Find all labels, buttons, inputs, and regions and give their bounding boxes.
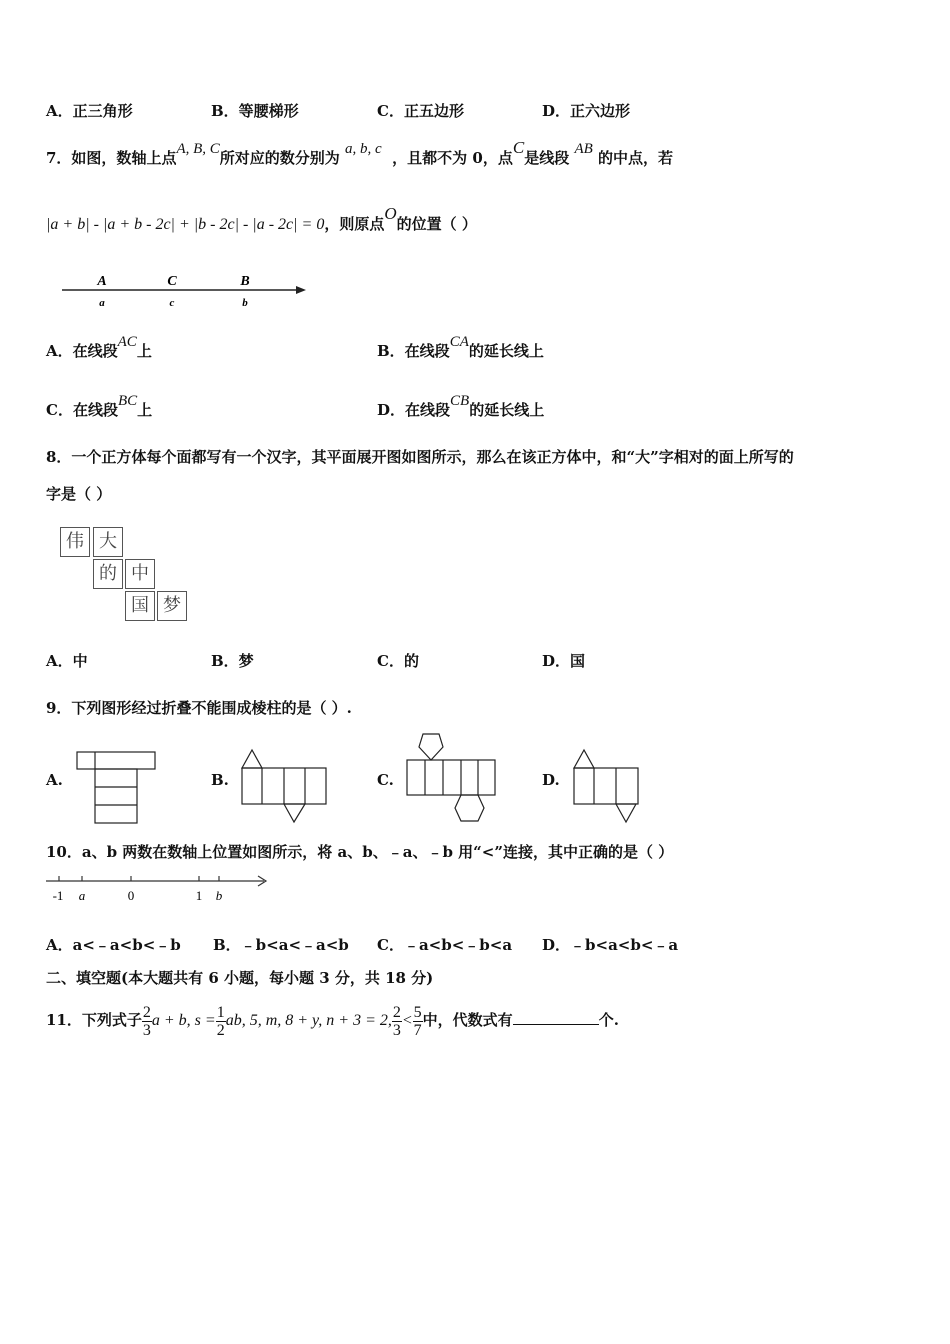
q7-point-o: O — [384, 204, 397, 223]
section-2-heading: 二、填空题(本大题共有 6 小题，每小题 3 分，共 18 分) — [46, 969, 434, 987]
q8-stem-line1: 8．一个正方体每个面都写有一个汉字，其平面展开图如图所示，那么在该正方体中，和“大”字相对的面上所写的 — [46, 448, 794, 466]
q7-text5: 的中点，若 — [598, 149, 674, 167]
q7-seg-ab: AB — [574, 141, 593, 157]
q7-text4: 是线段 — [524, 149, 570, 167]
q8-option-c: C．的 — [377, 652, 419, 670]
q7-option-b-prefix: B．在线段 — [377, 342, 450, 360]
q7-option-b-suffix: 的延长线上 — [468, 342, 544, 360]
q7-label-c-top: C — [167, 274, 177, 289]
q8-stem-line2: 字是（ ） — [46, 485, 112, 503]
q9-stem: 9．下列图形经过折叠不能围成棱柱的是（ ）. — [46, 699, 352, 717]
q7-axis-arrow — [296, 286, 306, 294]
net-cell-6: 梦 — [157, 591, 187, 621]
net-cell-3: 的 — [93, 559, 123, 589]
q11-expr-3: < — [401, 1012, 413, 1029]
q7-text1: 7．如图，数轴上点 — [46, 149, 177, 167]
q11-frac-2-num: 1 — [216, 1003, 225, 1021]
q7-values: a, b, c — [345, 141, 382, 157]
q7-stem-line2 — [46, 204, 477, 235]
q11-expr-1: a + b, s = — [151, 1012, 216, 1029]
net-cell-4: 中 — [125, 559, 155, 589]
q11-prefix: 11．下列式子 — [46, 1011, 142, 1029]
q6-option-c: C．正五边形 — [377, 102, 464, 120]
q9-option-d-label: D. — [542, 771, 560, 789]
q6-option-b: B．等腰梯形 — [211, 102, 299, 120]
q7-option-a-seg: AC — [117, 334, 137, 350]
q11-suffix: 个. — [598, 1011, 619, 1029]
q10-label-neg1: -1 — [52, 888, 64, 903]
q11-frac-2 — [216, 1004, 226, 1039]
q7-point-c: C — [512, 138, 525, 157]
q7-number-line — [60, 268, 310, 312]
q7-option-b-seg: CA — [449, 334, 469, 350]
q7-points: A, B, C — [176, 141, 220, 157]
q11-frac-3-num: 2 — [392, 1003, 401, 1021]
q7-text7: 的位置（ ） — [396, 215, 477, 233]
q10-option-a: A．a<﹣a<b<﹣b — [46, 936, 181, 954]
q7-stem-line1 — [46, 138, 674, 169]
q7-option-c-seg: BC — [117, 393, 138, 409]
q10-label-a: a — [78, 888, 86, 903]
q10-option-c: C．﹣a<b<﹣b<a — [377, 936, 513, 954]
q7-option-c — [46, 393, 153, 421]
q7-option-d — [377, 393, 545, 421]
q7-option-d-prefix: D．在线段 — [377, 401, 451, 419]
q10-stem: 10．a、b 两数在数轴上位置如图所示，将 a、b、﹣a、﹣b 用“<”连接，其中正确的是（ ） — [46, 843, 674, 861]
q7-label-b-bottom: b — [242, 297, 248, 309]
q10-label-b: b — [215, 888, 223, 903]
q11-mid: 中，代数式有 — [422, 1011, 513, 1029]
q9-figure-d — [572, 746, 644, 826]
q11-frac-4 — [413, 1004, 423, 1039]
q11-frac-2-den: 2 — [216, 1021, 225, 1039]
q11-answer-blank[interactable] — [513, 1010, 599, 1025]
q11-frac-4-den: 7 — [413, 1021, 422, 1039]
q7-text3: ，且都不为 0，点 — [392, 149, 513, 167]
q9-figure-a — [75, 750, 160, 825]
q7-option-a — [46, 334, 152, 362]
q11-expr-2: ab, 5, m, 8 + y, n + 3 = 2, — [225, 1012, 392, 1029]
q9-option-b-label: B. — [211, 771, 229, 789]
q7-option-d-suffix: 的延长线上 — [469, 401, 545, 419]
q7-option-c-prefix: C．在线段 — [46, 401, 118, 419]
q6-option-a: A．正三角形 — [46, 102, 133, 120]
q9-option-c-label: C. — [377, 771, 394, 789]
q9-figure-b — [240, 746, 330, 826]
q10-number-line — [44, 872, 274, 908]
q11-frac-1 — [142, 1004, 152, 1039]
q11-frac-1-den: 3 — [142, 1021, 151, 1039]
q7-option-d-seg: CB — [450, 393, 470, 409]
q7-text6: ，则原点 — [324, 215, 385, 233]
q11-frac-3-den: 3 — [392, 1021, 401, 1039]
q9-option-a-label: A. — [46, 771, 63, 789]
net-cell-5: 国 — [125, 591, 155, 621]
q7-option-b — [377, 334, 544, 362]
q7-text2: 所对应的数分别为 — [219, 149, 340, 167]
q11-frac-3 — [392, 1004, 402, 1039]
q8-option-a: A．中 — [46, 652, 88, 670]
net-cell-1: 伟 — [60, 527, 90, 557]
q10-option-b: B．﹣b<a<﹣a<b — [213, 936, 349, 954]
q9-figure-c — [405, 730, 500, 825]
q7-label-b-top: B — [240, 274, 250, 289]
q11-frac-4-num: 5 — [413, 1003, 422, 1021]
q7-option-c-suffix: 上 — [137, 401, 153, 419]
q8-option-d: D．国 — [542, 652, 586, 670]
q6-option-d: D．正六边形 — [542, 102, 631, 120]
q11-frac-1-num: 2 — [142, 1003, 151, 1021]
q7-equation: |a + b| - |a + b - 2c| + |b - 2c| - |a - 2c| = 0 — [46, 216, 325, 233]
q7-option-a-prefix: A．在线段 — [46, 342, 118, 360]
q10-label-0: 0 — [127, 888, 135, 903]
net-cell-2: 大 — [93, 527, 123, 557]
q8-option-b: B．梦 — [211, 652, 254, 670]
q7-label-a-bottom: a — [99, 297, 105, 309]
q10-label-1: 1 — [195, 888, 203, 903]
q7-option-a-suffix: 上 — [136, 342, 152, 360]
q11-stem — [46, 1000, 619, 1041]
q7-label-a-top: A — [97, 274, 107, 289]
q7-label-c-bottom: c — [169, 297, 175, 309]
q10-option-d: D．﹣b<a<b<﹣a — [542, 936, 679, 954]
